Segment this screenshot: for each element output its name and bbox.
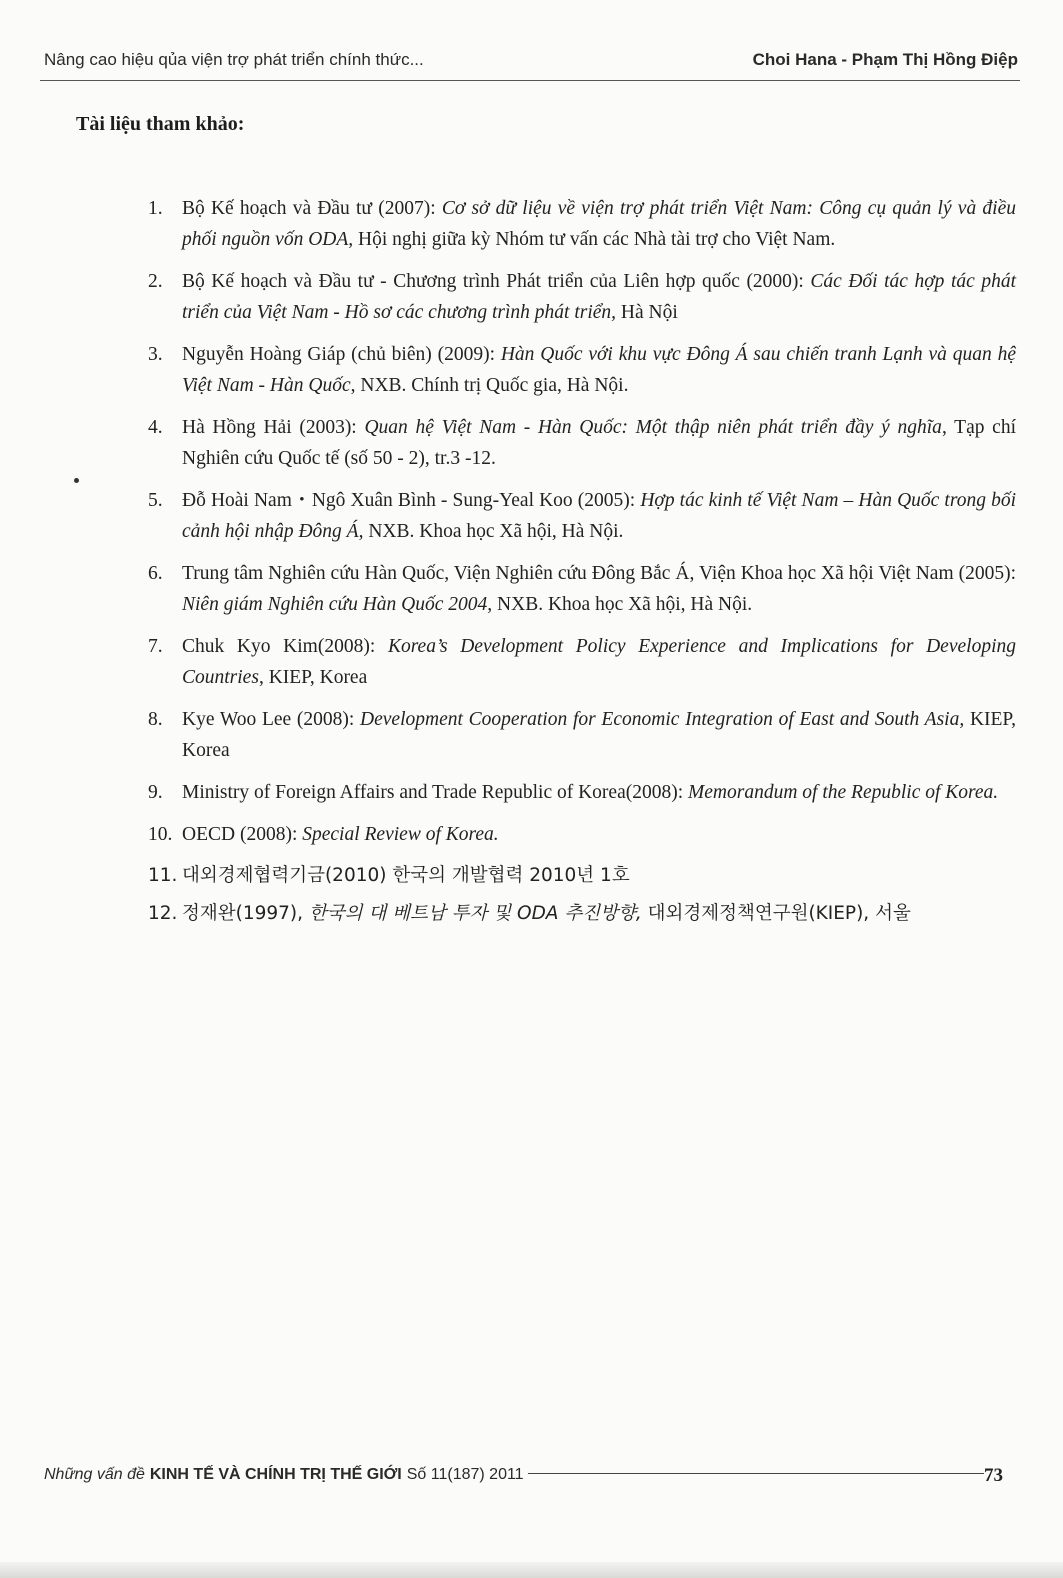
reference-number: 9. [148,782,163,803]
reference-number: 7. [148,636,163,657]
reference-number: 1. [148,198,163,219]
reference-item [148,485,1016,547]
reference-title: Niên giám Nghiên cứu Hàn Quốc 2004, [182,594,493,615]
header-rule [40,80,1020,81]
reference-author: Kye Woo Lee (2008): [182,709,361,730]
reference-item [148,339,1016,401]
reference-item [148,193,1016,255]
running-header [44,50,1018,70]
reference-title: Korea’s Development Policy Experience and Implications for Developing Countries [182,636,1016,688]
reference-author: Bộ Kế hoạch và Đầu tư - Chương trình Phát triển của Liên hợp quốc (2000): [182,271,811,292]
reference-author: Trung tâm Nghiên cứu Hàn Quốc, Viện Nghiên cứu Đông Bắc Á, Viện Khoa học Xã hội Việt Nam (2005): [182,563,1016,584]
reference-number: 12. [148,903,178,924]
footer-journal-name: KINH TẾ VÀ CHÍNH TRỊ THẾ GIỚI [149,1466,402,1483]
reference-number: 6. [148,563,163,584]
reference-title: 한국의 대 베트남 투자 및 ODA 추진방향, [308,903,642,924]
reference-author: 정재완(1997), [182,903,309,924]
reference-publisher: NXB. Khoa học Xã hội, Hà Nội. [492,594,753,615]
reference-title: Development Cooperation for Economic Integration of East and South Asia, [360,709,965,730]
reference-author: Hà Hồng Hải (2003): [182,417,365,438]
reference-title: Quan hệ Việt Nam - Hàn Quốc: Một thập niên phát triển đầy ý nghĩa [364,417,942,438]
reference-publisher: , KIEP, Korea [258,667,368,688]
reference-author: Chuk Kyo Kim(2008): [182,636,388,657]
reference-title: Các Đối tác hợp tác phát triển của Việt Nam - Hồ sơ các chương trình phát triển, [182,271,1016,323]
reference-number: 5. [148,490,163,511]
margin-dot [74,478,79,483]
reference-publisher: KIEP, Korea [182,709,1016,761]
reference-author: Nguyễn Hoàng Giáp (chủ biên) (2009): [182,344,501,365]
reference-number: 10. [148,824,173,845]
reference-item [148,558,1016,620]
reference-item [148,819,1016,850]
reference-publisher: Hà Nội [616,302,678,323]
running-footer [44,1466,984,1484]
reference-author: Đỗ Hoài Nam・Ngô Xuân Bình - Sung-Yeal Koo (2005): [182,490,641,511]
reference-title: Special Review of Korea. [302,824,499,845]
reference-item [148,861,1016,890]
reference-list [148,193,1016,937]
references-heading: Tài liệu tham khảo: [76,113,245,135]
scan-bottom-edge [0,1562,1063,1578]
reference-title: Memorandum of the Republic of Korea. [688,782,999,803]
reference-item [148,266,1016,328]
page-number: 73 [984,1465,1003,1486]
reference-item [148,412,1016,474]
header-article-title: Nâng cao hiệu qủa viện trợ phát triển chính thức... [44,50,424,69]
footer-journal-prefix: Những vấn đề [44,1466,145,1483]
reference-number: 4. [148,417,163,438]
header-authors: Choi Hana - Phạm Thị Hồng Điệp [752,50,1018,69]
reference-author: 대외경제협력기금(2010) 한국의 개발협력 2010년 1호 [182,865,630,886]
reference-item [148,777,1016,808]
reference-publisher: , NXB. Khoa học Xã hội, Hà Nội. [358,521,624,542]
reference-title: Hợp tác kinh tế Việt Nam – Hàn Quốc trong bối cảnh hội nhập Đông Á [182,490,1016,542]
reference-publisher: , NXB. Chính trị Quốc gia, Hà Nội. [350,375,629,396]
reference-title: Hàn Quốc với khu vực Đông Á sau chiến tranh Lạnh và quan hệ Việt Nam - Hàn Quốc [182,344,1016,396]
footer-issue: Số 11(187) 2011 [406,1466,524,1483]
reference-publisher: , Tạp chí Nghiên cứu Quốc tế (số 50 - 2), tr.3 -12. [182,417,1016,469]
reference-item [148,631,1016,693]
footer-rule [528,1473,984,1474]
reference-item [148,899,1016,928]
reference-author: OECD (2008): [182,824,303,845]
reference-author: Ministry of Foreign Affairs and Trade Republic of Korea(2008): [182,782,689,803]
reference-item [148,704,1016,766]
reference-number: 8. [148,709,163,730]
reference-title: Cơ sở dữ liệu về viện trợ phát triển Việt Nam: Công cụ quản lý và điều phối nguồn vốn ODA, [182,198,1016,250]
reference-author: Bộ Kế hoạch và Đầu tư (2007): [182,198,442,219]
reference-number: 3. [148,344,163,365]
reference-number: 2. [148,271,163,292]
reference-number: 11. [148,865,178,886]
reference-publisher: 대외경제정책연구원(KIEP), 서울 [641,903,911,924]
reference-publisher: Hội nghị giữa kỳ Nhóm tư vấn các Nhà tài trợ cho Việt Nam. [353,229,836,250]
